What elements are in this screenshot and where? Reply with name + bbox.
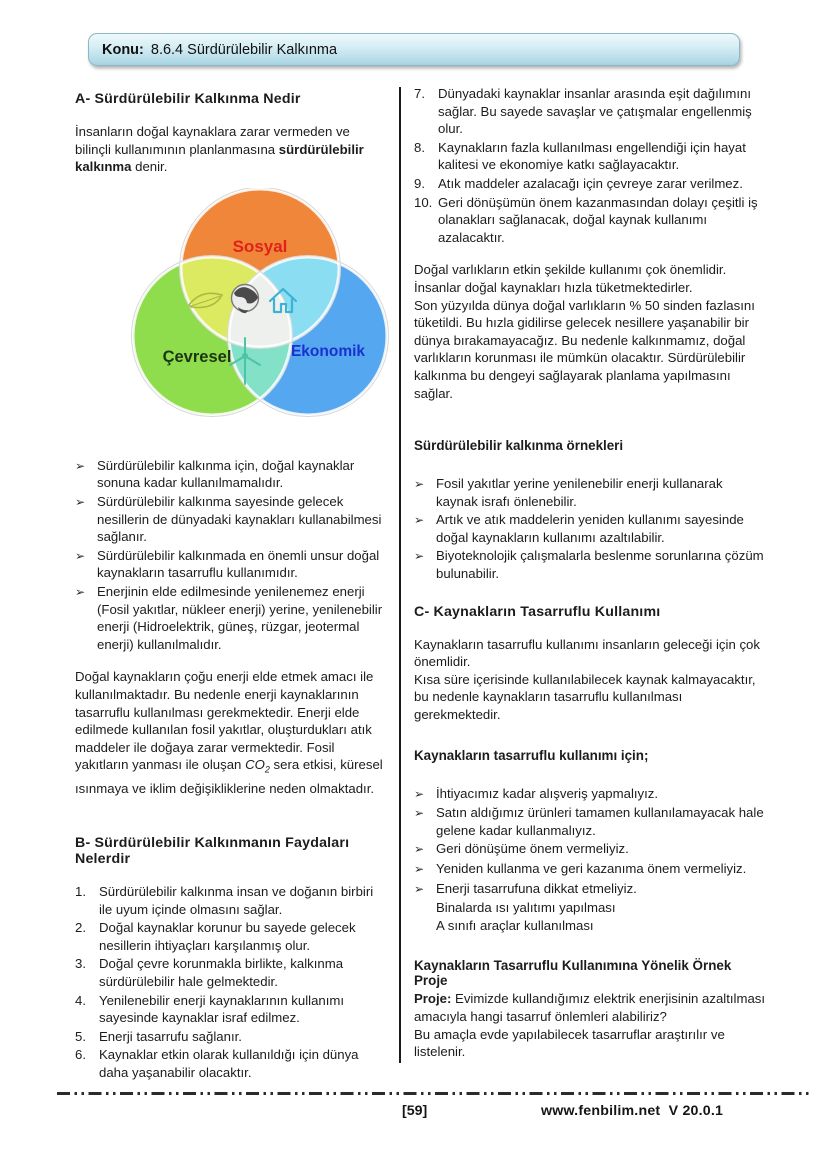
list-item <box>414 139 768 174</box>
arrow-bullet-icon: ➢ <box>414 842 425 857</box>
bullet-text: Fosil yakıtlar yerine yenilenebilir enerji kullanarak kaynak israfı önlenebilir. <box>436 476 723 509</box>
venn-label-environmental: Çevresel <box>162 347 232 366</box>
bullet-item <box>414 860 768 879</box>
bullet-item <box>414 804 768 839</box>
footer-divider <box>57 1092 812 1095</box>
bullet-text: İhtiyacımız kadar alışveriş yapmalıyız. <box>436 785 659 801</box>
energy-text: Doğal kaynakların çoğu enerji elde etmek amacı ile kullanılmaktadır. Bu nedenle enerji kaynaklarının tasarruflu kullanılması gerekmektedir. Enerji elde edilmede kullanılan fosil yakıtlar, oluşturdukları atık maddeler ile doğaya zarar vermektedir. Fosil yakıtların yanması ile oluşan <box>75 669 374 773</box>
project-followup: Bu amaçla evde yapılabilecek tasarruflar araştırılır ve listelenir. <box>414 1026 725 1060</box>
savings-paragraph-2: Kısa süre içerisinde kullanılabilecek kaynak kalmayacaktır, bu nedenle kaynakların tasarruflu kullanılması gerekmektedir. <box>414 671 756 723</box>
list-item <box>414 85 768 138</box>
co2-base: CO <box>245 757 265 773</box>
bullet-item <box>414 880 768 899</box>
item-text: Doğal kaynaklar korunur bu sayede gelecek nesillerin ihtiyaçları karşılanmış olur. <box>99 920 356 953</box>
list-item <box>75 919 385 954</box>
item-number: 8. <box>414 139 425 155</box>
venn-svg <box>129 188 391 434</box>
project-title: Kaynakların Tasarruflu Kullanımına Yönelik Örnek Proje <box>414 958 732 989</box>
bullet-text: Biyoteknolojik çalışmalarla beslenme sorunlarına çözüm bulunabilir. <box>436 548 764 582</box>
list-item <box>75 1028 385 1046</box>
two-column-body <box>0 85 828 1083</box>
item-number: 1. <box>75 884 86 900</box>
bullet-item <box>414 511 768 546</box>
version-text: V 20.0.1 <box>668 1103 724 1119</box>
savings-bullets <box>414 785 768 935</box>
bullet-text: Sürdürülebilir kalkınma için, doğal kaynaklar sonuna kadar kullanılmamalıdır. <box>97 457 355 491</box>
bullet-text: Artık ve atık maddelerin yeniden kullanımı sayesinde doğal kaynakların kullanımı azaltılabilir. <box>436 512 744 545</box>
item-number: 3. <box>75 956 86 972</box>
bullet-text: Enerjinin elde edilmesinde yenilenemez enerji (Fosil yakıtlar, nükleer enerji) yerine, yenilenebilir enerji (Hidroelektrik, güneş, rüzgar, jeotermal enerji) kullanılmalıdır. <box>97 583 383 652</box>
co2-subscript: 2 <box>264 764 270 775</box>
arrow-bullet-icon: ➢ <box>414 549 425 564</box>
arrow-bullet-icon: ➢ <box>414 862 425 876</box>
bullet-item <box>75 547 385 582</box>
list-item <box>414 194 768 247</box>
item-text: Dünyadaki kaynaklar insanlar arasında eşit dağılımını sağlar. Bu sayede savaşlar ve çatışmalar engellenmiş olur. <box>438 86 752 137</box>
list-item <box>414 175 768 193</box>
bullet-item <box>75 457 385 492</box>
list-item <box>75 955 385 990</box>
energy-text-end: sera etkisi, küresel ısınmaya ve iklim değişikliklerine neden olmaktadır. <box>75 757 383 796</box>
sustainability-venn-diagram <box>129 188 391 439</box>
item-number: 9. <box>414 175 425 191</box>
arrow-bullet-icon: ➢ <box>75 548 86 563</box>
bullet-text: Yeniden kullanma ve geri kazanıma önem vermeliyiz. <box>436 861 747 876</box>
project-question <box>414 990 768 1025</box>
item-text: Sürdürülebilir kalkınma insan ve doğanın birbiri ile uyum içinde olmasını sağlar. <box>99 884 374 917</box>
arrow-bullet-icon: ➢ <box>75 494 86 509</box>
topic-title: 8.6.4 Sürdürülebilir Kalkınma <box>150 41 338 58</box>
intro-text-end: denir. <box>131 159 168 175</box>
bullet-text: Satın aldığımız ürünleri tamamen kullanılamayacak hale gelene kadar kullanmalıyız. <box>436 805 764 838</box>
energy-sub-line: Binalarda ısı yalıtımı yapılması <box>436 900 616 916</box>
item-text: Enerji tasarrufu sağlanır. <box>99 1028 242 1044</box>
project-question-text: Evimizde kullandığımız elektrik enerjisinin azaltılması amacıyla hangi tasarruf önlemleri alabiliriz? <box>414 991 766 1024</box>
website-and-version <box>541 1103 723 1119</box>
paragraph-line: Doğal varlıkların etkin şekilde kullanımı çok önemlidir. <box>414 262 727 278</box>
item-number: 6. <box>75 1047 86 1063</box>
paragraph-text: Son yüzyılda dünya doğal varlıkların % 50 sinden fazlasını tüketildi. Bu hızla gidilirse gelecek nesillere yaşanabilir bir dünya bırakamayacağız. Bu nedenle kalkınmamız, doğal varlıkların korunması ile mümkün olacaktır. Sürdürülebilir kalkınma bu dengeyi sağlayarak planlama yapılmasını sağlar. <box>414 297 755 401</box>
intro-bold-term: sürdürülebilir kalkınma <box>75 141 364 175</box>
arrow-bullet-icon: ➢ <box>414 786 425 801</box>
item-text: Kaynaklar etkin olarak kullanıldığı için dünya daha yaşanabilir olacaktır. <box>99 1047 359 1081</box>
item-text: Kaynakların fazla kullanılması engellendiği için hayat kalitesi ve ekonomiye katkı sağlayacaktır. <box>438 139 746 173</box>
topic-banner <box>88 33 740 66</box>
bullet-text: Sürdürülebilir kalkınma sayesinde gelecek nesillerin de dünyadaki kaynakları kullanabilmesi sağlanır. <box>97 493 382 545</box>
section-a-bullets <box>75 457 385 654</box>
section-b-title: B- Sürdürülebilir Kalkınmanın Faydaları Nelerdir <box>75 835 350 868</box>
item-number: 4. <box>75 992 86 1008</box>
item-number: 5. <box>75 1028 86 1044</box>
item-number: 7. <box>414 86 425 101</box>
benefits-list-continued <box>414 85 768 246</box>
topic-label: Konu: <box>102 41 144 58</box>
bullet-item <box>414 475 768 510</box>
bullet-item <box>414 840 768 859</box>
arrow-bullet-icon: ➢ <box>414 806 425 821</box>
item-text: Geri dönüşümün önem kazanmasından dolayı çeşitli iş olanakları sağlanacak, doğal kaynak kullanımı azalacaktır. <box>438 194 758 245</box>
bullet-text: Sürdürülebilir kalkınmada en önemli unsur doğal kaynakların tasarruflu kullanımıdır. <box>97 547 380 581</box>
footer <box>0 1103 828 1125</box>
item-text: Doğal çevre korunmakla birlikte, kalkınma sürdürülebilir hale gelmektedir. <box>99 956 344 990</box>
page-number: [59] <box>402 1103 428 1119</box>
left-column <box>75 85 399 1083</box>
savings-paragraph-1: Kaynakların tasarruflu kullanımı insanların geleceği için çok önemlidir. <box>414 636 760 670</box>
item-number: 10. <box>414 194 433 210</box>
list-item <box>75 883 385 918</box>
arrow-bullet-icon: ➢ <box>75 584 86 599</box>
bullet-item <box>414 785 768 804</box>
right-column <box>401 85 768 1083</box>
paragraph-line: İnsanlar doğal kaynakları hızla tüketmektedirler. <box>414 279 693 295</box>
item-number: 2. <box>75 920 86 936</box>
co2-formula <box>245 757 270 775</box>
examples-title: Sürdürülebilir kalkınma örnekleri <box>414 438 624 454</box>
arrow-bullet-icon: ➢ <box>414 513 425 528</box>
natural-assets-paragraph <box>414 261 768 402</box>
item-text: Yenilenebilir enerji kaynaklarının kullanımı sayesinde kaynaklar israf edilmez. <box>99 992 345 1026</box>
bullet-item <box>75 493 385 546</box>
examples-bullets <box>414 475 768 583</box>
item-text: Atık maddeler azalacağı için çevreye zarar verilmez. <box>438 175 743 191</box>
bullet-item <box>414 547 768 582</box>
venn-label-economic: Ekonomik <box>290 342 366 360</box>
list-item <box>75 992 385 1027</box>
section-a-title: A- Sürdürülebilir Kalkınma Nedir <box>75 91 301 107</box>
bullet-text: Enerji tasarrufuna dikkat etmeliyiz. <box>436 880 637 896</box>
energy-sub-line: A sınıfı araçlar kullanılması <box>436 917 594 933</box>
intro-paragraph <box>75 123 385 176</box>
energy-paragraph <box>75 668 385 797</box>
venn-label-social: Sosyal <box>232 236 288 256</box>
benefits-list <box>75 883 385 1082</box>
arrow-bullet-icon: ➢ <box>75 458 86 473</box>
intro-text: İnsanların doğal kaynaklara zarar vermeden ve bilinçli kullanımının planlanmasına <box>75 124 350 157</box>
savings-for-title: Kaynakların tasarruflu kullanımı için; <box>414 747 649 763</box>
bullet-text: Geri dönüşüme önem vermeliyiz. <box>436 841 629 857</box>
bullet-item <box>75 583 385 653</box>
arrow-bullet-icon: ➢ <box>414 881 425 896</box>
project-label: Proje: <box>414 991 452 1007</box>
website-text: www.fenbilim.net <box>541 1103 661 1119</box>
section-c-title: C- Kaynakların Tasarruflu Kullanımı <box>414 603 661 620</box>
arrow-bullet-icon: ➢ <box>414 477 425 492</box>
list-item <box>75 1046 385 1081</box>
